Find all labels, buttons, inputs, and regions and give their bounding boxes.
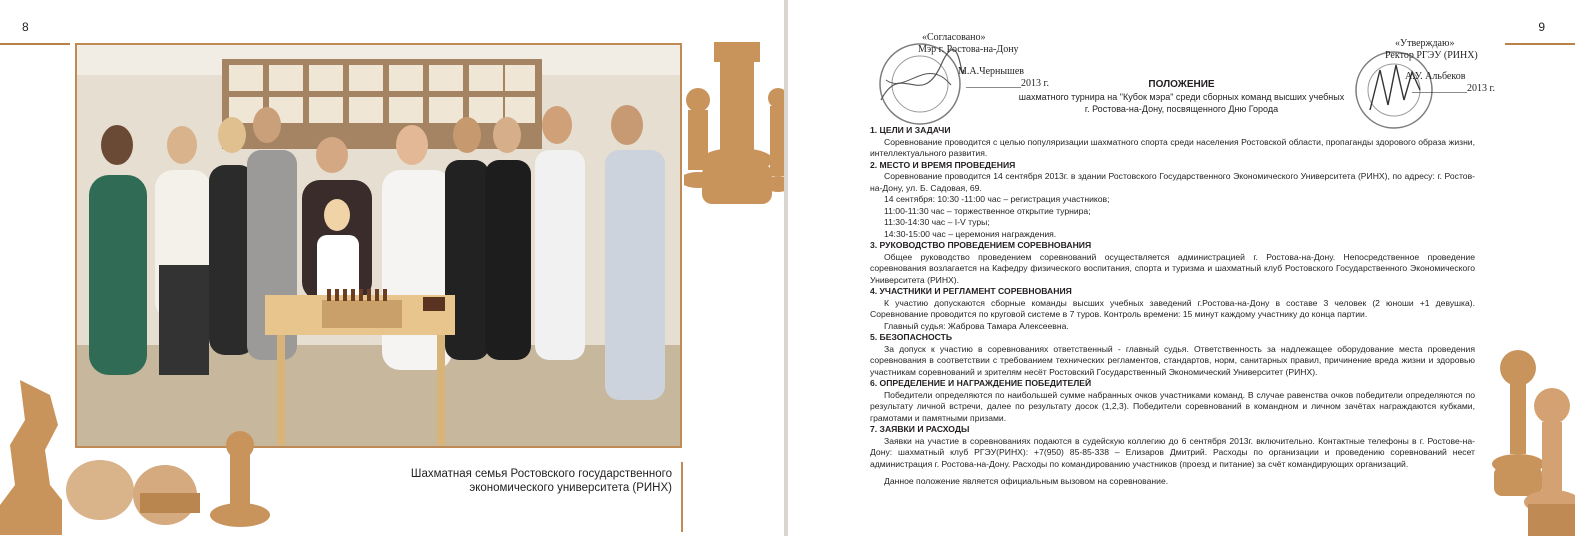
caption-divider bbox=[681, 462, 683, 532]
rook-pawns-icon bbox=[684, 40, 784, 220]
closing-statement: Данное положение является официальным вызовом на соревнование. bbox=[884, 476, 1169, 486]
approval-right-line2: Ректор РГЭУ (РИНХ) bbox=[1385, 50, 1478, 61]
section-paragraph: За допуск к участию в соревнованиях ответственный - главный судья. Ответственность за надлежащее оборудование места проведения соревнования в соответствии с требованием технических регламентов, стандартов, норм, санитарных правил, причинение вреда жизни и здоровью участникам соревнований и зрителям несёт Ростовский Государственный Экономический Университет (РИНХ). bbox=[870, 343, 1475, 377]
document-title: ПОЛОЖЕНИЕ bbox=[1148, 79, 1215, 90]
schedule-item: 11:00-11:30 час – торжественное открытие турнира; bbox=[884, 205, 1091, 216]
approval-left-date: ___________2013 г. bbox=[966, 78, 1049, 89]
section-heading: 5. БЕЗОПАСНОСТЬ bbox=[870, 332, 953, 342]
subtitle-line-2: г. Ростова-на-Дону, посвященного Дню Города bbox=[1084, 104, 1279, 114]
caption-line-2: экономического университета (РИНХ) bbox=[469, 482, 672, 494]
section-paragraph: Соревнование проводится 14 сентября 2013г. в здании Ростовского Государственного Экономического Университета (РИНХ), по адресу: г. Ростов-на-Дону, ул. Б. Садовая, 69. bbox=[870, 171, 1475, 193]
approval-right bbox=[1385, 38, 1495, 62]
approval-left-line2: Мэр г. Ростова-на-Дону bbox=[918, 44, 1019, 55]
document-subtitle bbox=[788, 91, 1575, 115]
approval-right-name: А.У. Альбеков bbox=[1405, 71, 1466, 82]
photo-caption bbox=[411, 467, 672, 495]
section-paragraph: Главный судья: Жаброва Тамара Алексеевна. bbox=[884, 320, 1069, 331]
section-heading: 7. ЗАЯВКИ И РАСХОДЫ bbox=[870, 424, 970, 434]
schedule-item: 14 сентября: 10:30 -11:00 час – регистрация участников; bbox=[884, 194, 1110, 204]
subtitle-line-1: шахматного турнира на "Кубок мэра" среди сборных команд высших учебных bbox=[1018, 92, 1345, 102]
section-heading: 4. УЧАСТНИКИ И РЕГЛАМЕНТ СОРЕВНОВАНИЯ bbox=[870, 286, 1072, 296]
right-page bbox=[788, 0, 1575, 536]
knight-pieces-icon bbox=[0, 375, 280, 536]
section-heading: 2. МЕСТО И ВРЕМЯ ПРОВЕДЕНИЯ bbox=[870, 159, 1016, 170]
approval-right-date: ___________2013 г. bbox=[1412, 83, 1495, 94]
pawns-icon bbox=[1488, 348, 1575, 536]
page-number-left: 8 bbox=[22, 20, 29, 34]
section-paragraph: К участию допускаются сборные команды высших учебных заведений г.Ростова-на-Дону в составе 3 человек (2 юноши +1 девушка). Соревнование проводится по круговой системе в 7 туров. Контроль времени: 15 минут каждому участнику до конца партии. bbox=[870, 297, 1475, 319]
approval-right-line1: «Утверждаю» bbox=[1395, 38, 1455, 49]
header-rule-left bbox=[0, 43, 70, 45]
section-paragraph: Соревнование проводится с целью популяризации шахматного спорта среди населения Ростовской области, пропаганды здорового образа жизни, интеллектуального развития. bbox=[870, 136, 1475, 158]
approval-left bbox=[918, 32, 1038, 56]
document-body bbox=[870, 125, 1475, 488]
page-number-right: 9 bbox=[1538, 20, 1545, 34]
left-page bbox=[0, 0, 784, 536]
approval-left-line1: «Согласовано» bbox=[922, 32, 986, 43]
section-heading: 3. РУКОВОДСТВО ПРОВЕДЕНИЕМ СОРЕВНОВАНИЯ bbox=[870, 240, 1092, 250]
caption-line-1: Шахматная семья Ростовского государственного bbox=[410, 468, 672, 480]
section-heading: 6. ОПРЕДЕЛЕНИЕ И НАГРАЖДЕНИЕ ПОБЕДИТЕЛЕЙ bbox=[870, 378, 1092, 388]
section-paragraph: Общее руководство проведением соревнований осуществляется администрацией г. Ростова-на-Дону. Непосредственное проведение соревнования возлагается на Кафедру физического воспитания, спорта и туризма и шахматный клуб Ростовского Государственного Экономического Университета (РИНХ). bbox=[870, 251, 1475, 285]
schedule-item: 11:30-14:30 час – I-V туры; bbox=[884, 217, 990, 227]
header-rule-right bbox=[1505, 43, 1575, 45]
section-paragraph: Заявки на участие в соревнованиях подаются в судейскую коллегию до 6 сентября 2013г. включительно. Контактные телефоны в г. Ростове-на-Дону: шахматный клуб РГЭУ(РИНХ): +7(950) 85-85-338 – Елизаров Дмитрий. Расходы по организации и проведению соревнований несет администрация г. Ростова-на-Дону. Расходы по командированию участников (проезд и питание) за счёт командирующих организаций. bbox=[870, 435, 1475, 469]
schedule-item: 14:30-15:00 час – церемония награждения. bbox=[884, 228, 1057, 239]
section-heading: 1. ЦЕЛИ И ЗАДАЧИ bbox=[870, 125, 951, 135]
section-paragraph: Победители определяются по наибольшей сумме набранных очков участниками команд. В случае равенства очков победители определяются по результату личной встречи, далее по результату досок (1,2,3). Победители соревнований в командном и личном зачётах награждаются кубками, грамотами и памятными призами. bbox=[870, 389, 1475, 423]
approval-left-name: М.А.Чернышев bbox=[958, 66, 1024, 77]
